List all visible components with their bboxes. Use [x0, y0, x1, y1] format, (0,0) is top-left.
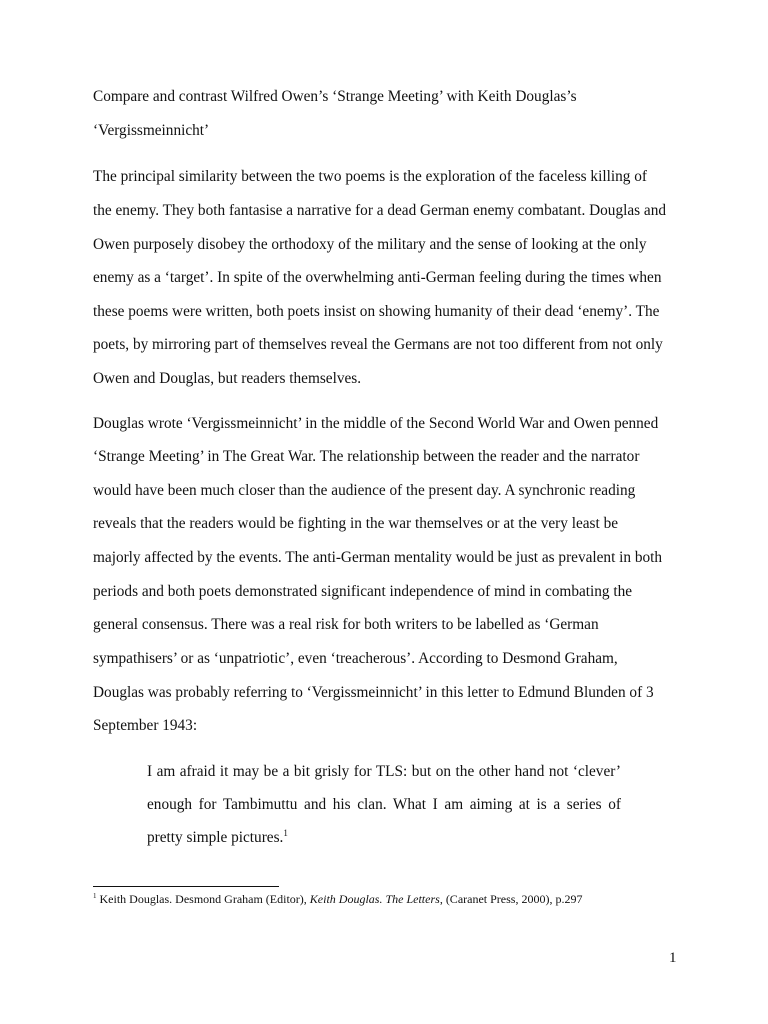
paragraph-line: majorly affected by the events. The anti-German mentality would be just as prevalent in both	[93, 549, 663, 566]
page-number: 1	[669, 950, 677, 966]
paragraph-line: poets, by mirroring part of themselves reveal the Germans are not too different from not only	[93, 336, 663, 353]
footnote-text-after: , (Caranet Press, 2000), p.297	[439, 892, 583, 906]
paragraph-line: reveals that the readers would be fighting in the war themselves or at the very least be	[93, 515, 619, 532]
paragraph-line: these poems were written, both poets insist on showing humanity of their dead ‘enemy’. The	[93, 303, 660, 320]
paragraph-line: ‘Strange Meeting’ in The Great War. The relationship between the reader and the narrator	[93, 448, 640, 465]
paragraph-line: September 1943:	[93, 717, 198, 734]
paragraph-line: the enemy. They both fantasise a narrative for a dead German enemy combatant. Douglas and	[93, 202, 666, 219]
essay-title-line-2: ‘Vergissmeinnicht’	[93, 122, 210, 139]
footnote-separator	[93, 886, 279, 887]
quote-line: enough for Tambimuttu and his clan. What I am aiming at is a series of	[147, 796, 621, 813]
paragraph-line: enemy as a ‘target’. In spite of the overwhelming anti-German feeling during the times when	[93, 269, 662, 286]
footnote-number: 1	[93, 892, 97, 900]
paragraph-line: Douglas wrote ‘Vergissmeinnicht’ in the middle of the Second World War and Owen penned	[93, 415, 659, 432]
essay-title-line-1: Compare and contrast Wilfred Owen’s ‘Strange Meeting’ with Keith Douglas’s	[93, 88, 577, 105]
footnote-book-title: Keith Douglas. The Letters	[309, 892, 440, 906]
paragraph-line: Owen purposely disobey the orthodoxy of the military and the sense of looking at the only	[93, 236, 647, 253]
quote-line: I am afraid it may be a bit grisly for TLS: but on the other hand not ‘clever’	[147, 763, 621, 780]
footnote	[93, 892, 582, 906]
paragraph-line: would have been much closer than the audience of the present day. A synchronic reading	[93, 482, 636, 499]
paragraph-line: Douglas was probably referring to ‘Vergissmeinnicht’ in this letter to Edmund Blunden of 3	[93, 684, 654, 701]
quote-line-last	[147, 829, 288, 847]
paragraph-line: periods and both poets demonstrated significant independence of mind in combating the	[93, 583, 633, 600]
paragraph-line: sympathisers’ or as ‘unpatriotic’, even ‘treacherous’. According to Desmond Graham,	[93, 650, 618, 667]
footnote-text-before: Keith Douglas. Desmond Graham (Editor),	[96, 892, 310, 906]
footnote-marker[interactable]: 1	[283, 827, 288, 838]
paragraph-line: Owen and Douglas, but readers themselves.	[93, 370, 362, 387]
quote-text: pretty simple pictures.	[147, 829, 284, 846]
paragraph-line: general consensus. There was a real risk for both writers to be labelled as ‘German	[93, 616, 599, 633]
paragraph-line: The principal similarity between the two poems is the exploration of the faceless killing of	[93, 168, 647, 185]
